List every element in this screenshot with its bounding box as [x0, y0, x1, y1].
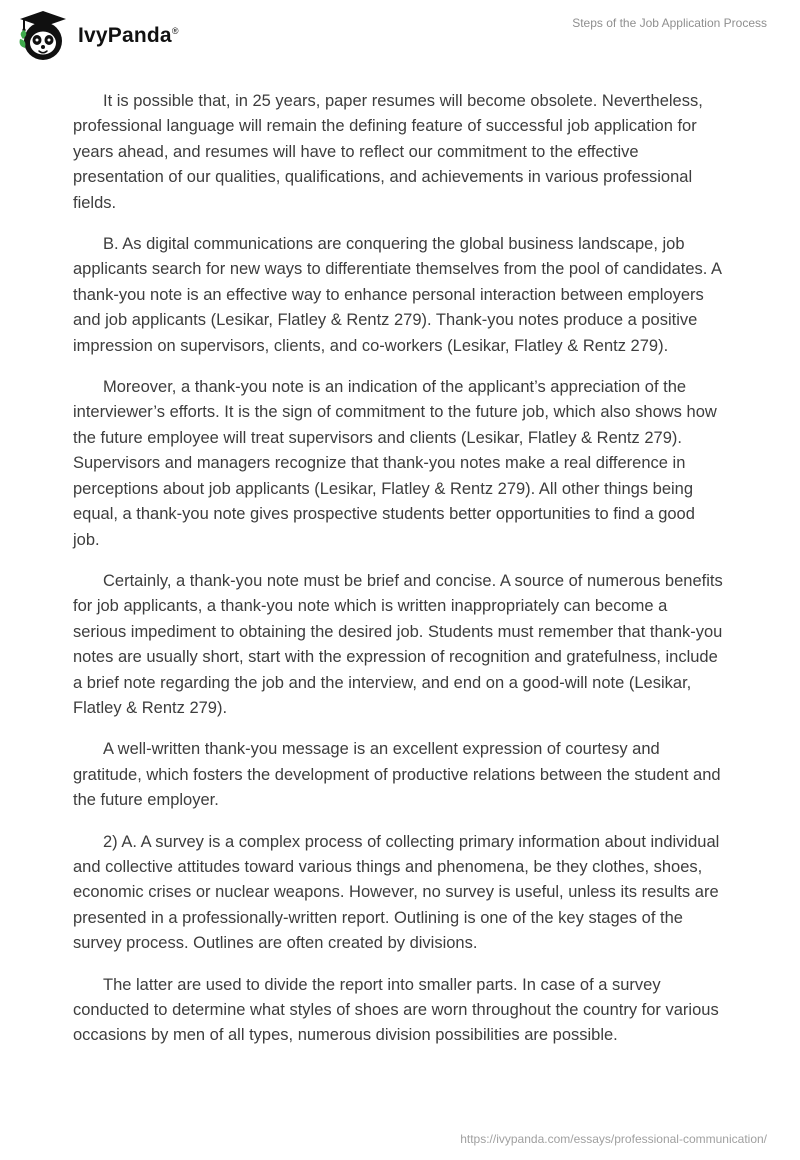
essay-body	[0, 67, 800, 1049]
footer	[460, 1132, 767, 1146]
paragraph: It is possible that, in 25 years, paper resumes will become obsolete. Nevertheless, professional language will remain the defining feature of successful job application for years ahead, and resumes will have to reflect our commitment to the effective presentation of our qualities, qualifications, and achievements in various professional fields.	[73, 92, 703, 212]
document-title: Steps of the Job Application Process	[572, 16, 767, 30]
header	[0, 0, 800, 67]
brand-name: IvyPanda®	[78, 23, 179, 47]
registered-mark: ®	[171, 25, 179, 36]
brand-logo-link[interactable]	[18, 10, 179, 67]
paragraph: 2) A. A survey is a complex process of collecting primary information about individual and collective attitudes toward various things and phenomena, be they clothes, shoes, economic crises or nuclear weapons. However, no survey is useful, unless its results are presented in a professionally-written report. Outlining is one of the key stages of the survey process. Outlines are often created by divisions.	[73, 832, 720, 953]
paragraph: Certainly, a thank-you note must be brief and concise. A source of numerous benefits for job applicants, a thank-you note which is written inappropriately can become a serious impediment to obtaining the desired job. Students must remember that thank-you notes are usually short, start with the expression of recognition and gratefulness, include a brief note regarding the job and the interview, and end on a good-will note (Lesikar, Flatley & Rentz 279).	[73, 571, 723, 717]
paragraph: Moreover, a thank-you note is an indication of the applicant’s appreciation of the interviewer’s efforts. It is the sign of commitment to the future job, which also shows how the future employee will treat supervisors and clients (Lesikar, Flatley & Rentz 279). Supervisors and managers recognize that thank-you notes make a real difference in perceptions about job applicants (Lesikar, Flatley & Rentz 279). All other things being equal, a thank-you note gives prospective students better opportunities to find a good job.	[73, 378, 717, 549]
paragraph: A well-written thank-you message is an excellent expression of courtesy and gratitude, which fosters the development of productive relations between the student and the future employer.	[73, 740, 721, 810]
panda-graduation-cap-icon	[18, 10, 68, 67]
paragraph: B. As digital communications are conquering the global business landscape, job applicants search for new ways to differentiate themselves from the pool of candidates. A thank-you note is an effective way to enhance personal interaction between employers and job applicants (Lesikar, Flatley & Rentz 279). Thank-you notes produce a positive impression on supervisors, clients, and co-workers (Lesikar, Flatley & Rentz 279).	[73, 235, 722, 355]
paragraph: The latter are used to divide the report into smaller parts. In case of a survey conducted to determine what styles of shoes are worn throughout the country for various occasions by men of all types, numerous division possibilities are possible.	[73, 975, 719, 1045]
footer-source-url[interactable]: https://ivypanda.com/essays/professional-communication/	[460, 1132, 767, 1146]
